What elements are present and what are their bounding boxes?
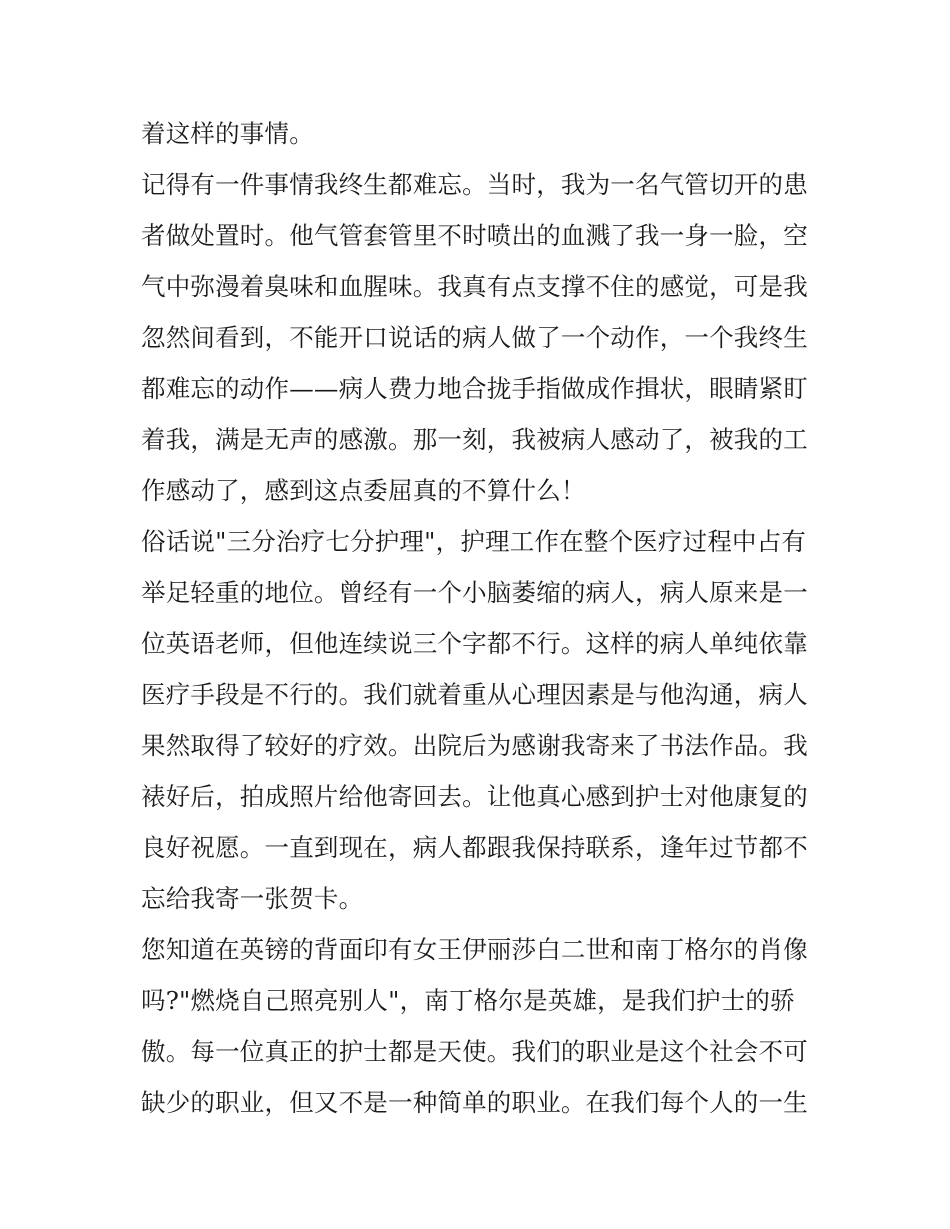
text-line: 着这样的事情。 <box>141 119 314 148</box>
text-line: 吗?"燃烧自己照亮别人"，南丁格尔是英雄，是我们护士的骄 <box>141 986 795 1015</box>
text-line: 您知道在英镑的背面印有女王伊丽莎白二世和南丁格尔的肖像 <box>141 935 808 964</box>
text-line: 裱好后，拍成照片给他寄回去。让他真心感到护士对他康复的 <box>141 782 808 811</box>
text-line: 举足轻重的地位。曾经有一个小脑萎缩的病人，病人原来是一 <box>141 578 808 607</box>
text-line: 忽然间看到，不能开口说话的病人做了一个动作，一个我终生 <box>141 323 808 352</box>
text-line: 记得有一件事情我终生都难忘。当时，我为一名气管切开的患 <box>141 170 808 199</box>
text-line: 作感动了，感到这点委屈真的不算什么！ <box>141 476 586 505</box>
text-line: 缺少的职业，但又不是一种简单的职业。在我们每个人的一生 <box>141 1088 808 1117</box>
text-line: 良好祝愿。一直到现在，病人都跟我保持联系，逢年过节都不 <box>141 833 808 862</box>
text-line: 都难忘的动作——病人费力地合拢手指做成作揖状，眼睛紧盯 <box>141 374 808 403</box>
text-line: 傲。每一位真正的护士都是天使。我们的职业是这个社会不可 <box>141 1037 808 1066</box>
text-line: 气中弥漫着臭味和血腥味。我真有点支撑不住的感觉，可是我 <box>141 272 808 301</box>
text-line: 俗话说"三分治疗七分护理"，护理工作在整个医疗过程中占有 <box>141 527 807 556</box>
text-line: 着我，满是无声的感激。那一刻，我被病人感动了，被我的工 <box>141 425 808 454</box>
text-line: 忘给我寄一张贺卡。 <box>141 884 364 913</box>
text-line: 位英语老师，但他连续说三个字都不行。这样的病人单纯依靠 <box>141 629 808 658</box>
document-body <box>141 108 821 1128</box>
text-line: 果然取得了较好的疗效。出院后为感谢我寄来了书法作品。我 <box>141 731 808 760</box>
text-line: 医疗手段是不行的。我们就着重从心理因素是与他沟通，病人 <box>141 680 808 709</box>
text-line: 者做处置时。他气管套管里不时喷出的血溅了我一身一脸，空 <box>141 221 808 250</box>
